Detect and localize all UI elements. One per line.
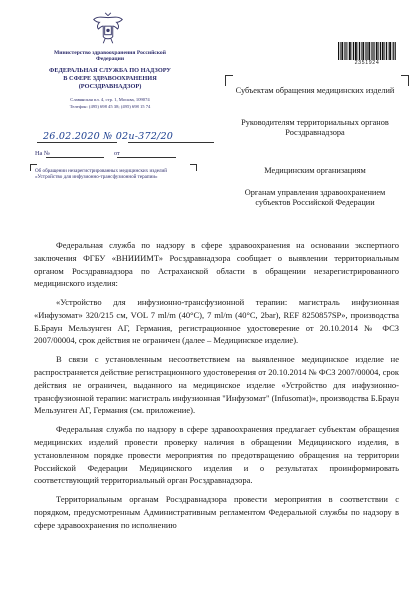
agency-line: В СФЕРЕ ЗДРАВООХРАНЕНИЯ	[63, 75, 157, 82]
addressee: Органам управления здравоохранением субъектов Российской Федерации	[244, 188, 386, 208]
reference-line	[35, 150, 120, 157]
addressee: Руководителям территориальных органов Росздравнадзора	[241, 118, 389, 138]
agency-name	[32, 67, 188, 91]
bracket-mark	[401, 75, 409, 86]
divider	[46, 157, 104, 158]
agency-line: (РОСЗДРАВНАДЗОР)	[78, 83, 142, 90]
bracket-mark	[225, 75, 233, 86]
address-line: Славянская пл. 4, стр. 1, Москва, 109074	[70, 97, 150, 102]
handwritten-date-number: 26.02.2020 № 02и-372/20	[43, 131, 174, 142]
coat-of-arms-emblem	[89, 10, 127, 48]
divider	[117, 157, 176, 158]
ot-label: от	[113, 150, 120, 157]
body-paragraph: Территориальным органам Росздравнадзора провести мероприятия в соответствии с порядком, предусмотренным Административным регламентом Федеральной службы по надзору в сфере здравоохранения по исполнению	[34, 494, 399, 530]
divider	[37, 142, 117, 143]
phone-line: Телефон: (495) 698 45 38; (495) 698 15 74	[69, 104, 151, 109]
barcode-number: 2351924	[354, 60, 380, 66]
body-paragraph: В связи с установленным несоответствием на выявленное медицинское изделие не распространяется действие регистрационного удостоверения от 20.10.2014 № ФСЗ 2007/00004, срок действия не ограничен, выданного на медицинское изделие «Устройство для инфузионно-трансфузионной терапии: магистраль инфузионная "Инфузомат" (Infusomat)», производства Б.Браун Мельзунген АГ, Германия (см. приложение).	[34, 354, 399, 416]
addressee: Субъектам обращения медицинских изделий	[235, 86, 395, 95]
barcode	[338, 42, 396, 60]
agency-address	[30, 96, 190, 110]
na-label: На №	[35, 150, 50, 157]
letter-body	[34, 239, 399, 532]
body-paragraph: «Устройство для инфузионно-трансфузионной терапии: магистраль инфузионная «Инфузомат» 320/215 см, VOL 7 ml/m (40°C), 7 ml/m (40°C, 2bar), REF 8250857SP», производства Б.Браун Мельзунген АГ, Германия, регистрационное удостоверение от 20.10.2014 № ФСЗ 2007/00004, срок действия не ограничен (далее – Медицинское изделие).	[34, 297, 399, 346]
body-paragraph: Федеральная служба по надзору в сфере здравоохранения предлагает субъектам обращения медицинских изделий провести проверку наличия в обращении Медицинского изделия, в установленном порядке провести мероприятия по предотвращению обращения на территории Российской Федерации Медицинского изделия и о результатах проинформировать соответствующий территориальный орган Росздравнадзора.	[34, 424, 399, 486]
body-paragraph: Федеральная служба по надзору в сфере здравоохранения на основании экспертного заключения ФГБУ «ВНИИИМТ» Росздравнадзора сообщает о выявлении территориальным органом Росздравнадзора по Астраханской области в обращении незарегистрированного медицинского изделия:	[34, 240, 399, 289]
addressee: Медицинским организациям	[264, 166, 366, 175]
agency-line: ФЕДЕРАЛЬНАЯ СЛУЖБА ПО НАДЗОРУ	[48, 67, 172, 74]
divider	[128, 142, 214, 143]
subject-note: Об обращении незарегистрированных медицинских изделий «Устройство для инфузионно-трансфузионной терапии»	[35, 168, 167, 181]
ministry-name: Министерство здравоохранения Российской Федерации	[54, 50, 166, 63]
